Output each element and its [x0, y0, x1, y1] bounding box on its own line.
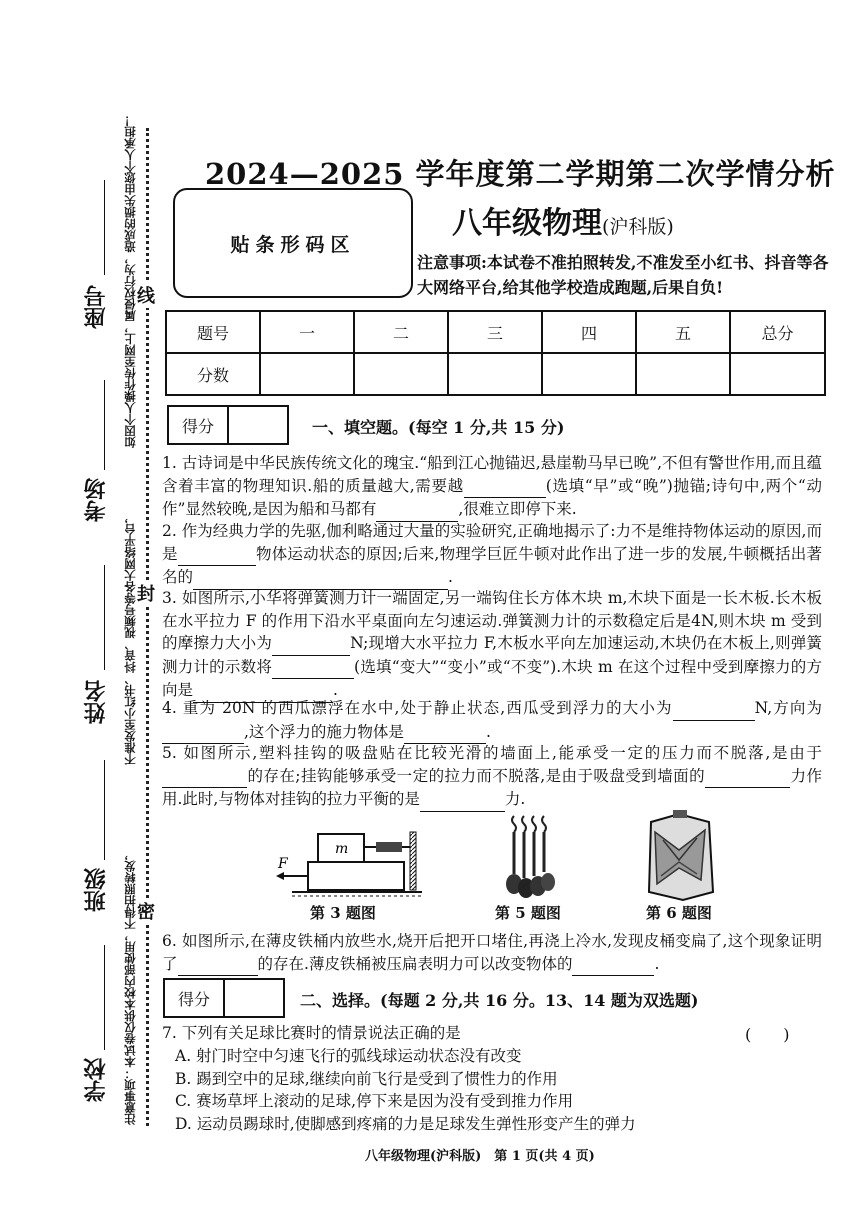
- q4-blank-2[interactable]: [162, 721, 244, 745]
- question-6: [162, 930, 822, 976]
- question-5: [162, 742, 822, 812]
- barcode-area: 贴条形码区: [173, 188, 413, 298]
- line-school: [104, 945, 105, 1050]
- figure-5-hooks: [500, 812, 560, 900]
- q4-text-d: .: [485, 722, 491, 741]
- score-table-header-row: [166, 311, 825, 353]
- section2-score-input[interactable]: [225, 980, 283, 1016]
- line-class: [104, 760, 105, 860]
- table-cell: 二: [354, 311, 448, 353]
- q3-text-d: .: [333, 681, 338, 699]
- score-input-cell[interactable]: [542, 353, 636, 395]
- table-cell: 总分: [730, 311, 825, 353]
- section2-score-label: 得分: [165, 980, 225, 1016]
- q4-blank-3[interactable]: [404, 721, 486, 745]
- score-input-cell[interactable]: [354, 353, 448, 395]
- margin-top-note: 如因个人操作传至网上，属侵权行为，造成的损失由您个人承担！: [123, 114, 137, 448]
- section2-title: 二、选择。(每题 2 分,共 16 分。13、14 题为双选题): [300, 991, 699, 1010]
- table-cell: 三: [448, 311, 542, 353]
- figure-3-caption: 第 3 题图: [310, 904, 376, 922]
- subject-title: [452, 198, 674, 242]
- q3-blank-1[interactable]: [272, 632, 350, 656]
- page-footer: 八年级物理(沪科版) 第 1 页(共 4 页): [365, 1149, 595, 1164]
- figure-3-diagram: [272, 830, 432, 902]
- exam-title: 2024—2025 学年度第二学期第二次学情分析: [205, 157, 836, 191]
- q3-blank-2[interactable]: [272, 656, 354, 680]
- question-7-options: [175, 1045, 815, 1135]
- q5-text-c: 力作用.此时,与物体对挂钩的拉力平衡的是: [162, 766, 822, 808]
- q4-text-c: ,这个浮力的施力物体是: [244, 722, 404, 741]
- q5-blank-1[interactable]: [162, 765, 247, 789]
- q2-text-b: 物体运动状态的原因;后来,物理学巨匠牛顿对此作出了进一步的发展,牛顿概括出著名的: [162, 544, 822, 586]
- q1-text-b: (选填“早”或“晚”)抛锚;诗句中,两个“动作”显然较晚,是因为船和马都有: [162, 476, 822, 518]
- table-cell: 分数: [166, 353, 260, 395]
- q3-text-a: 3. 如图所示,小华将弹簧测力计一端固定,另一端钩住长方体木块 m,木块下面是一长木板.长木板在水平拉力 F 的作用下沿水平桌面向左匀速运动.弹簧测力计的示数稳定后是4N,则木块 m 受到的摩擦力大小为: [162, 589, 822, 652]
- seal-line: [146, 128, 149, 1126]
- seal-word-xian: 线: [137, 282, 155, 308]
- subject-edition: (沪科版): [602, 216, 674, 238]
- q1-text-c: ,很难立即停下来.: [458, 500, 577, 518]
- line-exam-room: [104, 380, 105, 470]
- score-input-cell[interactable]: [636, 353, 730, 395]
- line-seat-number: [104, 180, 105, 275]
- question-1: [162, 452, 822, 522]
- q1-text-a: 1. 古诗词是中华民族传统文化的瑰宝.“船到江心抛锚迟,悬崖勒马早已晚”,不但有警世作用,而且蕴含着丰富的物理知识.船的质量越大,需要越: [162, 454, 822, 495]
- q6-blank-1[interactable]: [178, 953, 258, 977]
- long-board: [308, 862, 404, 890]
- q4-blank-1[interactable]: [673, 697, 755, 721]
- q5-text-b: 的存在;挂钩能够承受一定的拉力而不脱落,是由于吸盘受到墙面的: [247, 766, 706, 785]
- fixed-wall: [410, 832, 416, 890]
- q4-text-b: N,方向为: [754, 699, 823, 717]
- table-cell: 一: [260, 311, 354, 353]
- figure-5-caption: 第 5 题图: [495, 904, 561, 922]
- margin-bottom-note: 注意事项：本试卷仅供本校内部使用，不得拍照转发，: [123, 849, 137, 1125]
- section2-score-box: [163, 978, 285, 1018]
- section1-title: 一、填空题。(每空 1 分,共 15 分): [312, 418, 565, 437]
- figure-6-can: [643, 810, 717, 902]
- question-2: [162, 520, 822, 590]
- label-seat-number: 座号: [83, 285, 109, 329]
- score-input-cell[interactable]: [260, 353, 354, 395]
- label-class: 班级: [83, 868, 109, 912]
- label-school: 学校: [83, 1058, 109, 1102]
- q6-text-a: 6. 如图所示,在薄皮铁桶内放些水,烧开后把开口堵住,再浇上冷水,发现皮桶变扁了,这个现象证明了: [162, 932, 822, 973]
- q5-blank-2[interactable]: [705, 765, 790, 789]
- figure-6-caption: 第 6 题图: [646, 904, 712, 922]
- question-7-stem: 7. 下列有关足球比赛时的情景说法正确的是: [162, 1024, 461, 1042]
- q6-blank-2[interactable]: [572, 953, 654, 977]
- table-cell: 四: [542, 311, 636, 353]
- line-name: [104, 565, 105, 670]
- q4-text-a: 4. 重为 20N 的西瓜漂浮在水中,处于静止状态,西瓜受到浮力的大小为: [162, 699, 673, 717]
- question-7-answer-bracket[interactable]: ( ): [745, 1025, 790, 1044]
- block-m-label: m: [335, 841, 349, 857]
- q2-blank-1[interactable]: [178, 543, 256, 567]
- option-c[interactable]: C. 赛场草坪上滚动的足球,停下来是因为没有受到推力作用: [175, 1092, 574, 1110]
- q1-blank-1[interactable]: [464, 475, 546, 499]
- option-a[interactable]: A. 射门时空中匀速飞行的弧线球运动状态没有改变: [175, 1047, 522, 1065]
- force-f-label: F: [278, 856, 288, 872]
- subject-name: 八年级物理: [452, 206, 602, 241]
- label-exam-room: 考场: [83, 478, 109, 522]
- table-cell: 题号: [166, 311, 260, 353]
- score-input-cell[interactable]: [730, 353, 825, 395]
- margin-middle-note: 不准发至小红书、抖音、视频号等各大网络平台，: [123, 512, 137, 765]
- q5-blank-3[interactable]: [420, 788, 505, 812]
- section1-score-label: 得分: [169, 407, 229, 443]
- question-4: [162, 697, 822, 744]
- seal-word-mi: 密: [137, 898, 155, 924]
- table-cell: 五: [636, 311, 730, 353]
- q5-text-a: 5. 如图所示,塑料挂钩的吸盘贴在比较光滑的墙面上,能承受一定的压力而不脱落,是由于: [162, 744, 822, 762]
- q5-text-d: 力.: [504, 790, 526, 808]
- exam-notice: 注意事项:本试卷不准拍照转发,不准发至小红书、抖音等各大网络平台,给其他学校造成跑题,后果自负!: [417, 253, 829, 297]
- seal-word-feng: 封: [137, 580, 155, 606]
- option-b[interactable]: B. 踢到空中的足球,继续向前飞行是受到了惯性力的作用: [175, 1069, 558, 1088]
- q2-blank-2[interactable]: [193, 566, 448, 590]
- spring-scale: [376, 842, 402, 852]
- score-input-cell[interactable]: [448, 353, 542, 395]
- q3-text-c: (选填“变大”“变小”或“不变”).木块 m 在这个过程中受到摩擦力的方向是: [162, 657, 822, 699]
- q2-text-c: .: [448, 568, 453, 586]
- q2-text-a: 2. 作为经典力学的先驱,伽利略通过大量的实验研究,正确地揭示了:力不是维持物体运动的原因,而是: [162, 522, 822, 563]
- score-table-score-row: [166, 353, 825, 395]
- section1-score-box: [167, 405, 289, 445]
- label-name: 姓名: [83, 680, 109, 724]
- q6-text-c: .: [654, 954, 660, 973]
- option-d[interactable]: D. 运动员踢球时,使脚感到疼痛的力是足球发生弹性形变产生的弹力: [175, 1114, 636, 1133]
- q3-text-b: N;现增大水平拉力 F,木板水平向左加速运动,木块仍在木板上,则弹簧测力计的示数将: [162, 634, 822, 676]
- q6-text-b: 的存在.薄皮铁桶被压扁表明力可以改变物体的: [257, 954, 573, 973]
- question-3: [162, 587, 822, 703]
- score-table: [165, 310, 826, 396]
- q1-blank-2[interactable]: [376, 498, 458, 522]
- section1-score-input[interactable]: [229, 407, 287, 443]
